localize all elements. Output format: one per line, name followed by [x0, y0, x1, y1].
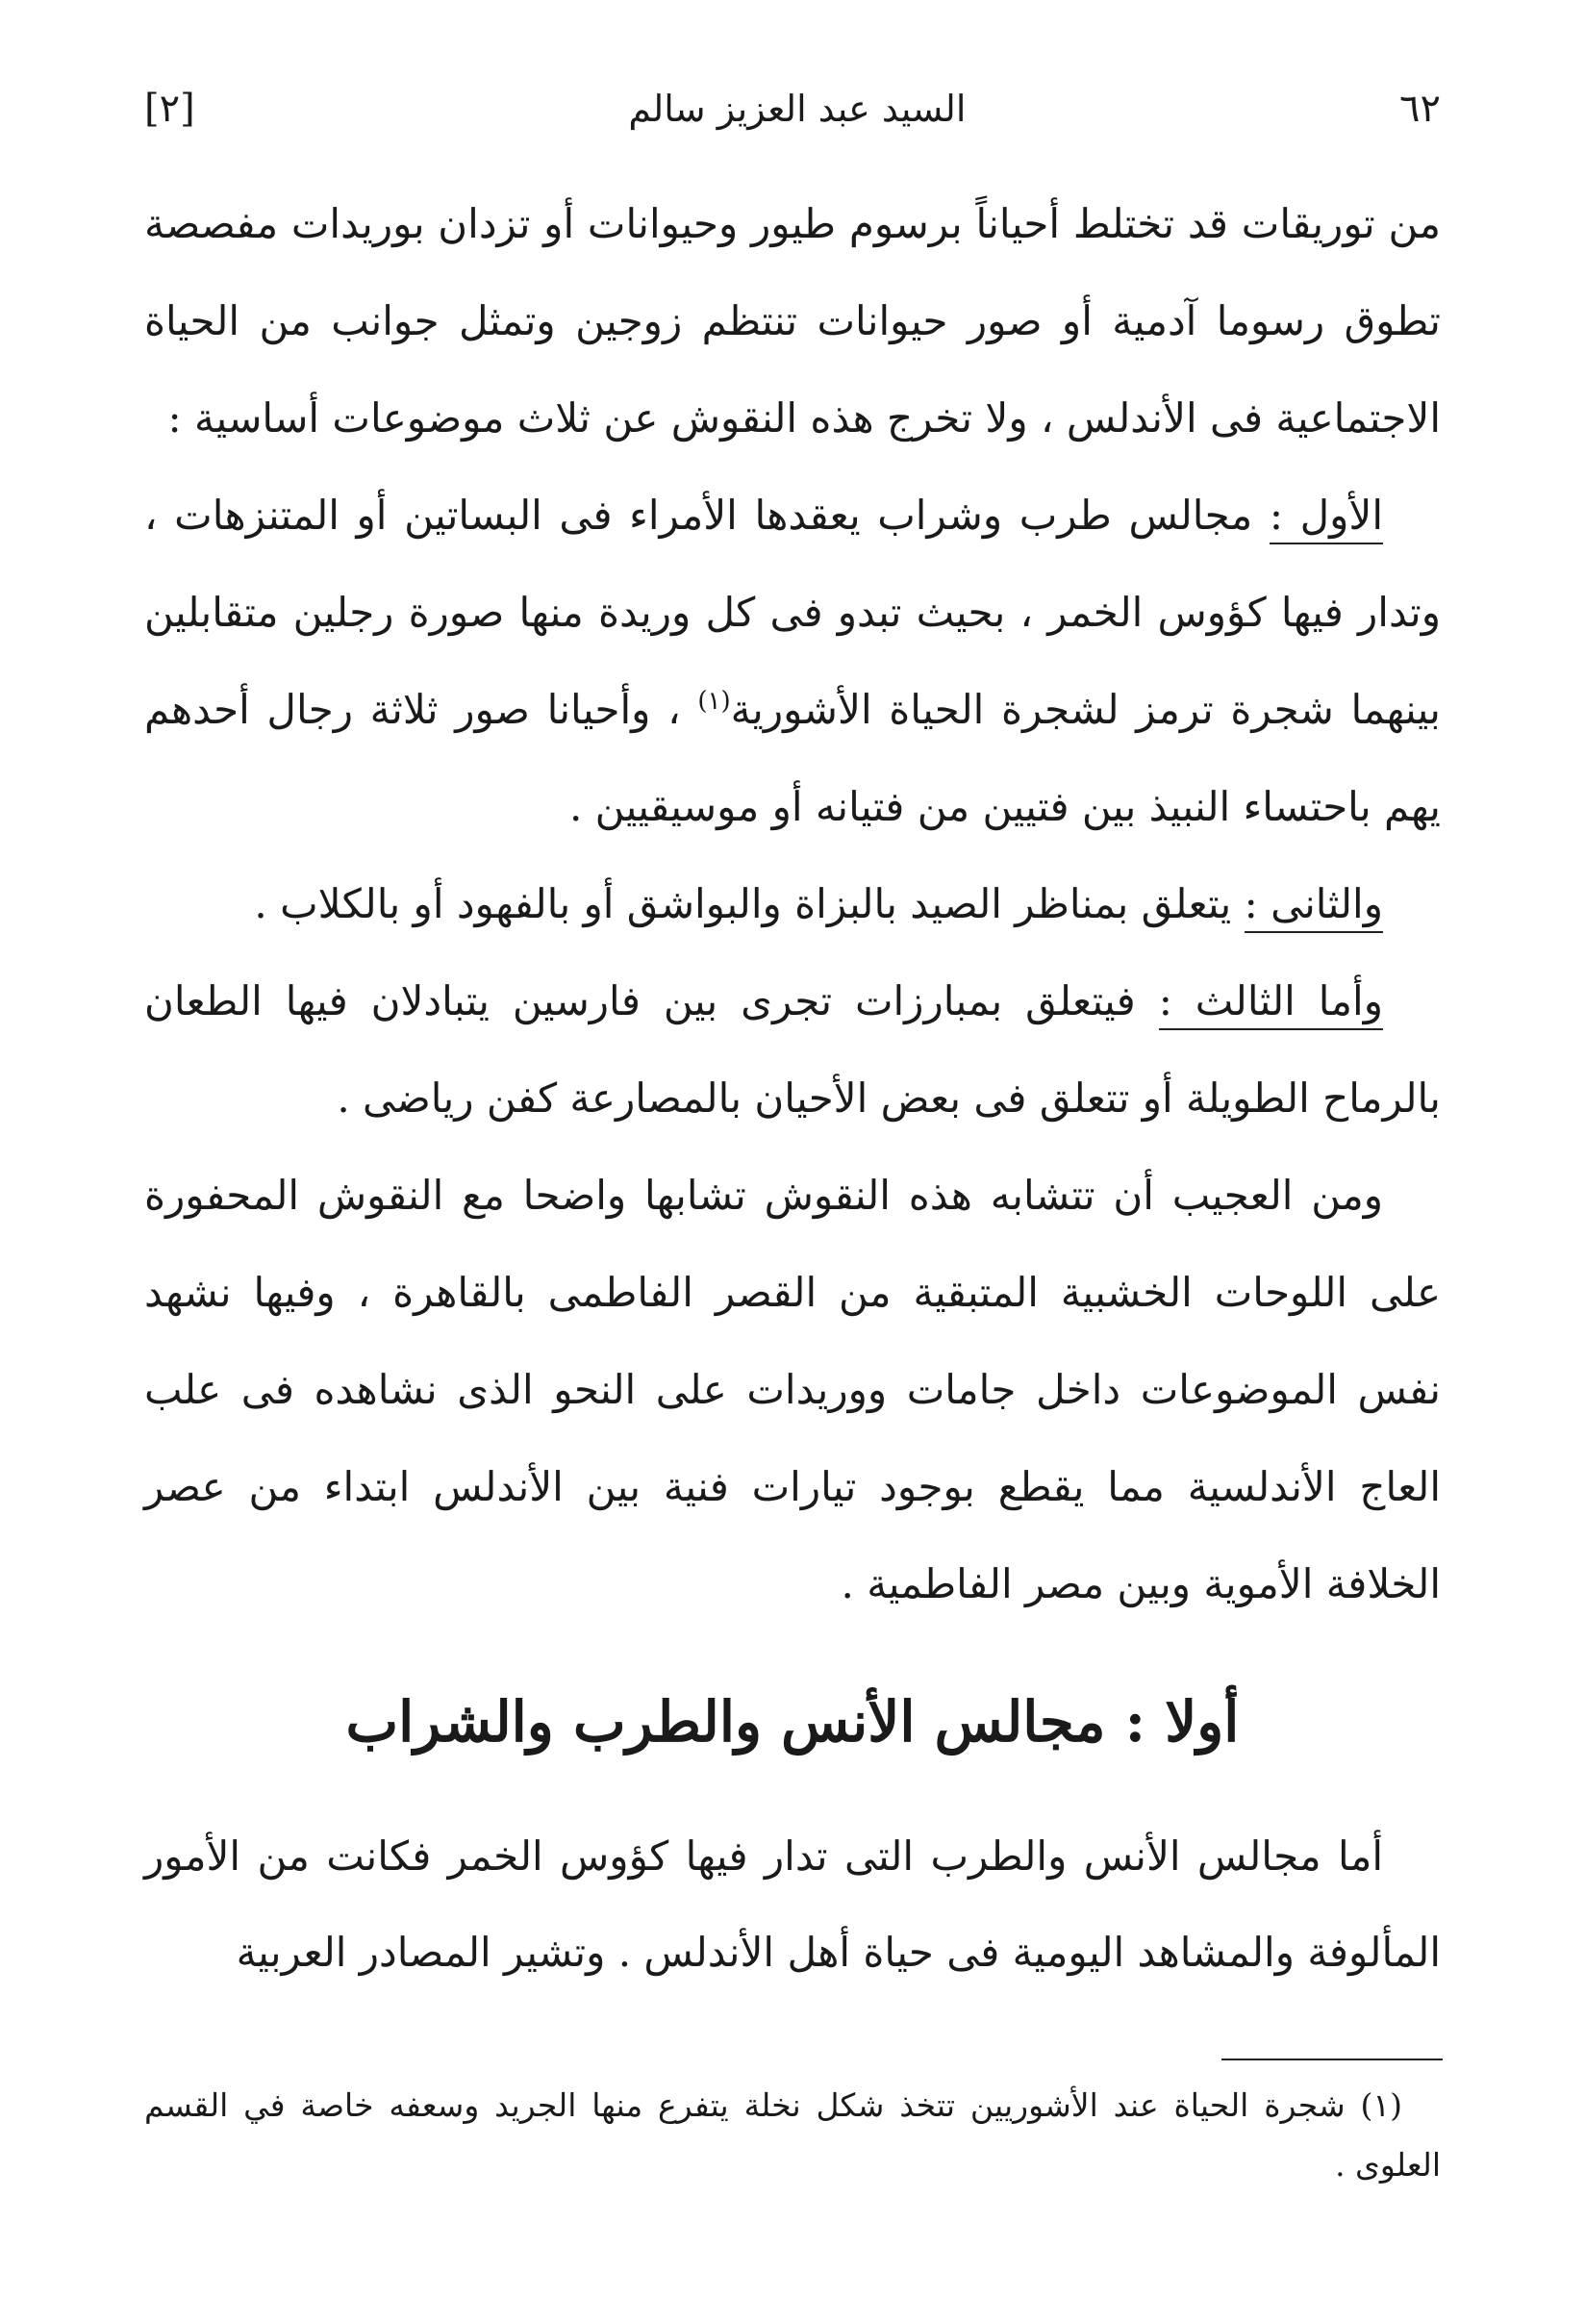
topic-third-lead: وأما الثالث : — [1159, 977, 1383, 1030]
topic-second-text: يتعلق بمناظر الصيد بالبزاة والبواشق أو بالفهود أو بالكلاب . — [254, 880, 1245, 927]
chapter-marker: [٢] — [144, 87, 195, 131]
topic-first-text-b: ، وأحيانا صور ثلاثة رجال أحدهم يهم باحتساء النبيذ بين فتيين من فتيانه أو موسيقيين . — [144, 686, 1441, 830]
topic-third-text: فيتعلق بمبارزات تجرى بين فارسين يتبادلان فيها الطعان بالرماح الطويلة أو تتعلق فى بعض الأحيان بالمصارعة كفن رياضى . — [144, 977, 1441, 1122]
footnote-reference: (١) — [697, 687, 731, 716]
intro-paragraph: من توريقات قد تختلط أحياناً برسوم طيور وحيوانات أو تزدان بوريدات مفصصة تطوق رسوما آدمية أو صور حيوانات تنتظم زوجين وتمثل جوانب من الحياة الاجتماعية فى الأندلس ، ولا تخرج هذه النقوش عن ثلاث موضوعات أساسية : — [144, 200, 1441, 442]
comparison-paragraph: ومن العجيب أن تتشابه هذه النقوش تشابها واضحا مع النقوش المحفورة على اللوحات الخشبية المتبقية من القصر الفاطمى بالقاهرة ، وفيها نشهد نفس الموضوعات داخل جامات ووريدات على النحو الذى نشاهده فى علب العاج الأندلسية مما يقطع بوجود تيارات فنية بين الأندلس ابتداء من عصر الخلافة الأموية وبين مصر الفاطمية . — [144, 1172, 1441, 1607]
footnote-divider — [1221, 2059, 1443, 2060]
running-header — [144, 75, 1441, 142]
topic-first-paragraph — [144, 467, 1441, 855]
footnote: (١) شجرة الحياة عند الأشوريين تتخذ شكل نخلة يتفرع منها الجريد وسعفه خاصة في القسم العلوى . — [144, 2086, 1441, 2184]
running-title: السيد عبد العزيز سالم — [628, 88, 967, 130]
topic-first-lead: الأول : — [1270, 492, 1383, 544]
page-number: ٦٢ — [1399, 87, 1441, 131]
topic-third-paragraph — [144, 952, 1441, 1147]
main-text — [144, 175, 1441, 1632]
section-paragraph: أما مجالس الأنس والطرب التى تدار فيها كؤوس الخمر فكانت من الأمور المألوفة والمشاهد اليومية فى حياة أهل الأندلس . وتشير المصادر العربية — [144, 1832, 1441, 1976]
section-heading: أولا : مجالس الأنس والطرب والشراب — [345, 1689, 1240, 1755]
topic-second-lead: والثانى : — [1245, 880, 1383, 933]
topic-second-paragraph — [144, 855, 1441, 952]
topic-first-text-a: مجالس طرب وشراب يعقدها الأمراء فى البساتين أو المتنزهات ، وتدار فيها كؤوس الخمر ، بحيث تبدو فى كل وريدة منها صورة رجلين متقابلين بينهما شجرة ترمز لشجرة الحياة الأشورية — [144, 492, 1442, 733]
